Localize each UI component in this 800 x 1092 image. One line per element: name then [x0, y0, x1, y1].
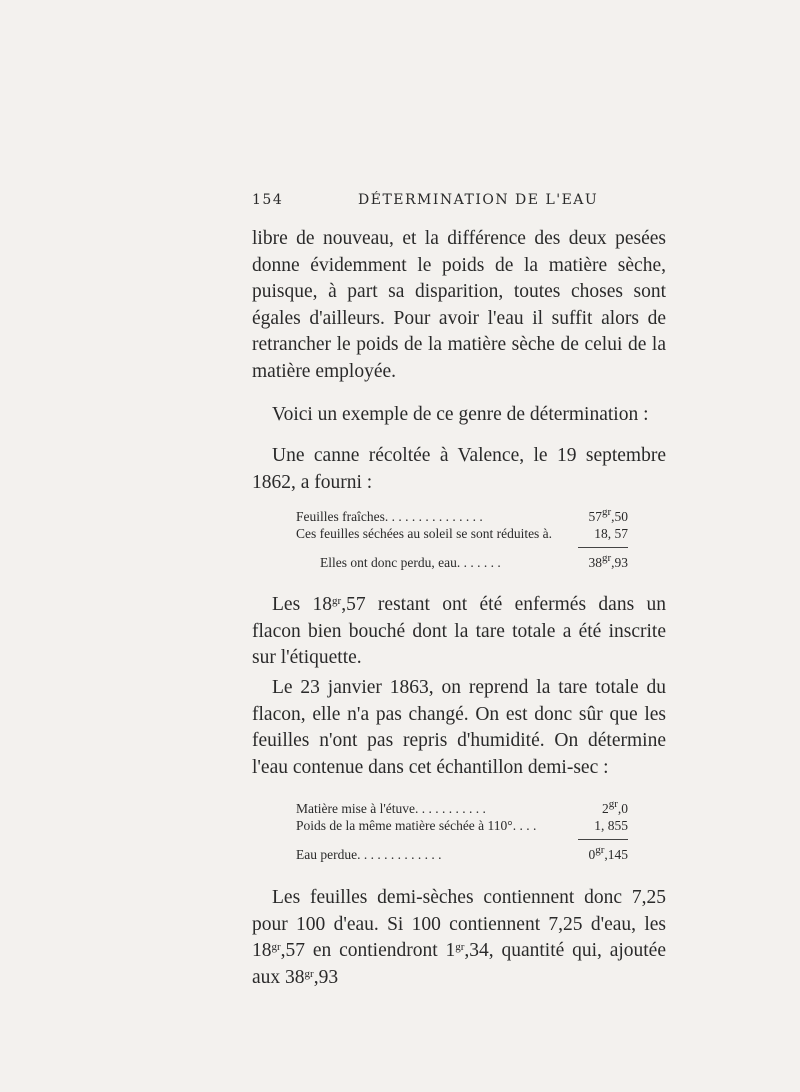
row-label: Poids de la même matière séchée à 110°. . . . [296, 818, 537, 833]
row-value: 18, 57 [594, 526, 628, 541]
paragraph-sample [252, 443, 666, 496]
row-label: Feuilles fraîches. . . . . . . . . . . . . . . [296, 509, 483, 524]
table-row [296, 798, 628, 818]
paragraph-intro [252, 226, 666, 386]
paragraph-storage [252, 592, 666, 672]
total-value: $0^{gr},145$ [588, 844, 628, 862]
paragraph-5: Le 23 janvier 1863, on reprend la tare totale du flacon, elle n'a pas changé. On est donc sûr que les feuilles n'ont pas repris d'humidité. On détermine l'eau contenue dans cet échantillon demi-sec : [252, 677, 666, 778]
row-value: 1, 855 [594, 818, 628, 833]
table-total-row [320, 552, 628, 572]
table-row [296, 526, 628, 543]
paragraph-2: Voici un exemple de ce genre de détermination : [272, 404, 649, 425]
row-value: $57^{gr},50$ [588, 506, 628, 524]
table-row [296, 506, 628, 526]
paragraph-4: Les $18^{gr},57$ restant ont été enfermés dans un flacon bien bouché dont la tare totale a été inscrite sur l'étiquette. [252, 594, 667, 669]
total-label: Elles ont donc perdu, eau. . . . . . . [320, 555, 501, 570]
row-label: Matière mise à l'étuve. . . . . . . . . . . [296, 801, 486, 816]
row-label: Ces feuilles séchées au soleil se sont réduites à. [296, 526, 553, 541]
paragraph-example-intro [252, 402, 666, 429]
paragraph-conclusion [252, 885, 666, 991]
paragraph-6: Les feuilles demi-sèches contiennent donc 7,25 pour 100 d'eau. Si 100 contiennent 7,25 d'eau, les $18^{gr},57$ en contiendront $1^{gr},34$, quantité qui, ajoutée aux $38^{gr},93$ [252, 887, 666, 988]
measurement-table-1 [296, 506, 628, 572]
sum-rule [578, 547, 628, 548]
measurement-table-2 [296, 798, 628, 864]
table-row [296, 818, 628, 835]
total-label: Eau perdue. . . . . . . . . . . . . [296, 847, 442, 862]
sum-rule [578, 839, 628, 840]
table-total-row [296, 844, 628, 864]
page-number: 154 [252, 192, 284, 208]
paragraph-1: libre de nouveau, et la différence des deux pesées donne évidemment le poids de la matière sèche, puisque, à part sa disparition, toutes choses sont égales d'ailleurs. Pour avoir l'eau il suffit alors de retrancher le poids de la matière sèche de celui de la matière employée. [252, 228, 666, 382]
paragraph-check [252, 675, 666, 781]
paragraph-3: Une canne récoltée à Valence, le 19 septembre 1862, a fourni : [252, 445, 666, 493]
row-value: $2^{gr},0$ [601, 798, 628, 816]
total-value: $38^{gr},93$ [588, 552, 628, 570]
running-title: DÉTERMINATION DE L'EAU [358, 192, 599, 208]
